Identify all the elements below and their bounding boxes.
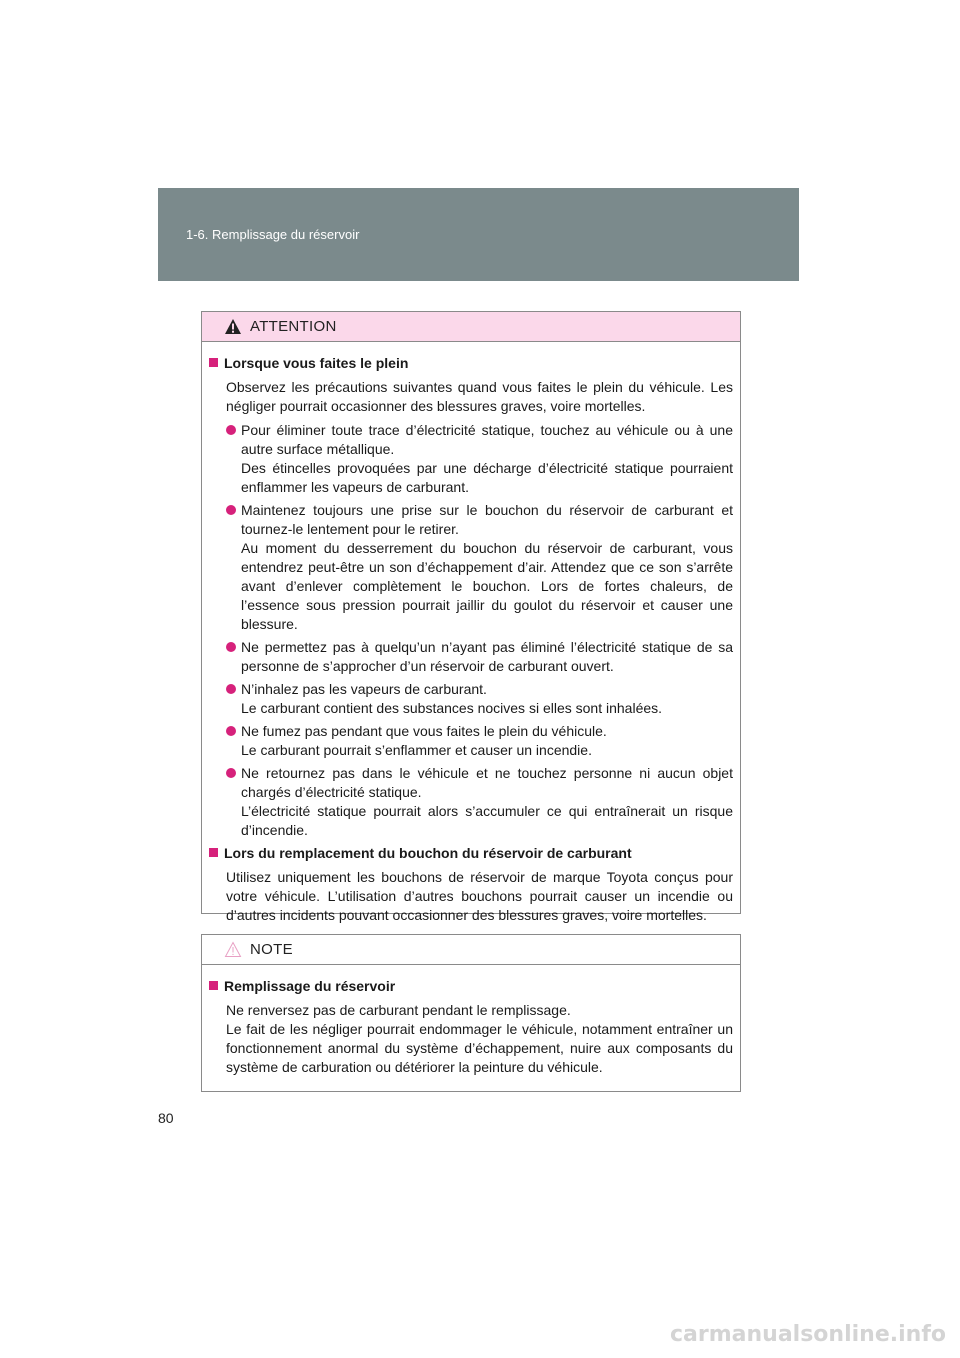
bullet-dot-icon — [226, 768, 236, 778]
fuel-cap-section — [209, 844, 733, 925]
note-heading: Remplissage du réservoir — [209, 977, 733, 996]
note-line-1: Ne renversez pas de carburant pendant le remplissage. — [226, 1002, 571, 1018]
list-item: N’inhalez pas les vapeurs de carburant. Le carburant contient des substances nocives si elles sont inhalées. — [226, 680, 733, 718]
header-band — [158, 188, 799, 281]
square-bullet-icon — [209, 848, 218, 857]
attention-label: ATTENTION — [250, 318, 337, 335]
watermark: carmanualsonline.info — [670, 1322, 946, 1347]
warning-icon — [224, 318, 242, 335]
section-heading: Lors du remplacement du bouchon du réservoir de carburant — [209, 844, 733, 863]
list-item: Ne retournez pas dans le véhicule et ne touchez personne ni aucun objet chargés d’électricité statique. L’électricité statique pourrait alors s’accumuler ce qui entraînerait un risque d’incendie. — [226, 764, 733, 840]
list-item: Pour éliminer toute trace d’électricité statique, touchez au véhicule ou à une autre surface métallique. Des étincelles provoquées par une décharge d’électricité statique pourraient enflammer les vapeurs de carburant. — [226, 421, 733, 497]
attention-box — [201, 311, 741, 923]
list-item: Maintenez toujours une prise sur le bouchon du réservoir de carburant et tournez-le lentement pour le retirer. Au moment du desserrement du bouchon du réservoir de carburant, vous entendrez peut-être un son d’échappement d’air. Attendez que ce son s’arrête avant d’enlever complètement le bouchon. Lors de fortes chaleurs, de l’essence sous pression pourrait jaillir du goulot du réservoir et causer une blessure. — [226, 501, 733, 634]
bullet-dot-icon — [226, 642, 236, 652]
square-bullet-icon — [209, 358, 218, 367]
bullet-dot-icon — [226, 425, 236, 435]
note-label: NOTE — [250, 941, 293, 958]
note-header — [202, 935, 740, 965]
list-item: Ne permettez pas à quelqu’un n’ayant pas éliminé l’électricité statique de sa personne de s’approcher d’un réservoir de carburant ouvert. — [226, 638, 733, 676]
section-heading: Lorsque vous faites le plein — [209, 354, 733, 373]
attention-header — [202, 312, 740, 342]
refueling-section — [209, 354, 733, 840]
bullet-dot-icon — [226, 726, 236, 736]
note-line-2: Le fait de les négliger pourrait endommager le véhicule, notamment entraîner un fonctionnement anormal du système d’échappement, nuire aux composants du système de carburation ou détériorer la peinture du véhicule. — [226, 1021, 733, 1075]
section-intro: Utilisez uniquement les bouchons de réservoir de marque Toyota conçus pour votre véhicule. L’utilisation d’autres bouchons pourrait causer un incendie ou d’autres incidents pouvant occasionner des blessures graves, voire mortelles. — [226, 869, 733, 923]
bullet-dot-icon — [226, 684, 236, 694]
section-title: 1-6. Remplissage du réservoir — [186, 227, 360, 242]
section-intro: Observez les précautions suivantes quand vous faites le plein du véhicule. Les négliger pourrait occasionner des blessures graves, voire mortelles. — [226, 379, 733, 414]
page-number: 80 — [158, 1110, 174, 1126]
list-item: Ne fumez pas pendant que vous faites le plein du véhicule. Le carburant pourrait s’enflammer et causer un incendie. — [226, 722, 733, 760]
bullet-dot-icon — [226, 505, 236, 515]
square-bullet-icon — [209, 981, 218, 990]
caution-outline-icon — [224, 941, 242, 958]
note-box — [201, 934, 741, 1092]
